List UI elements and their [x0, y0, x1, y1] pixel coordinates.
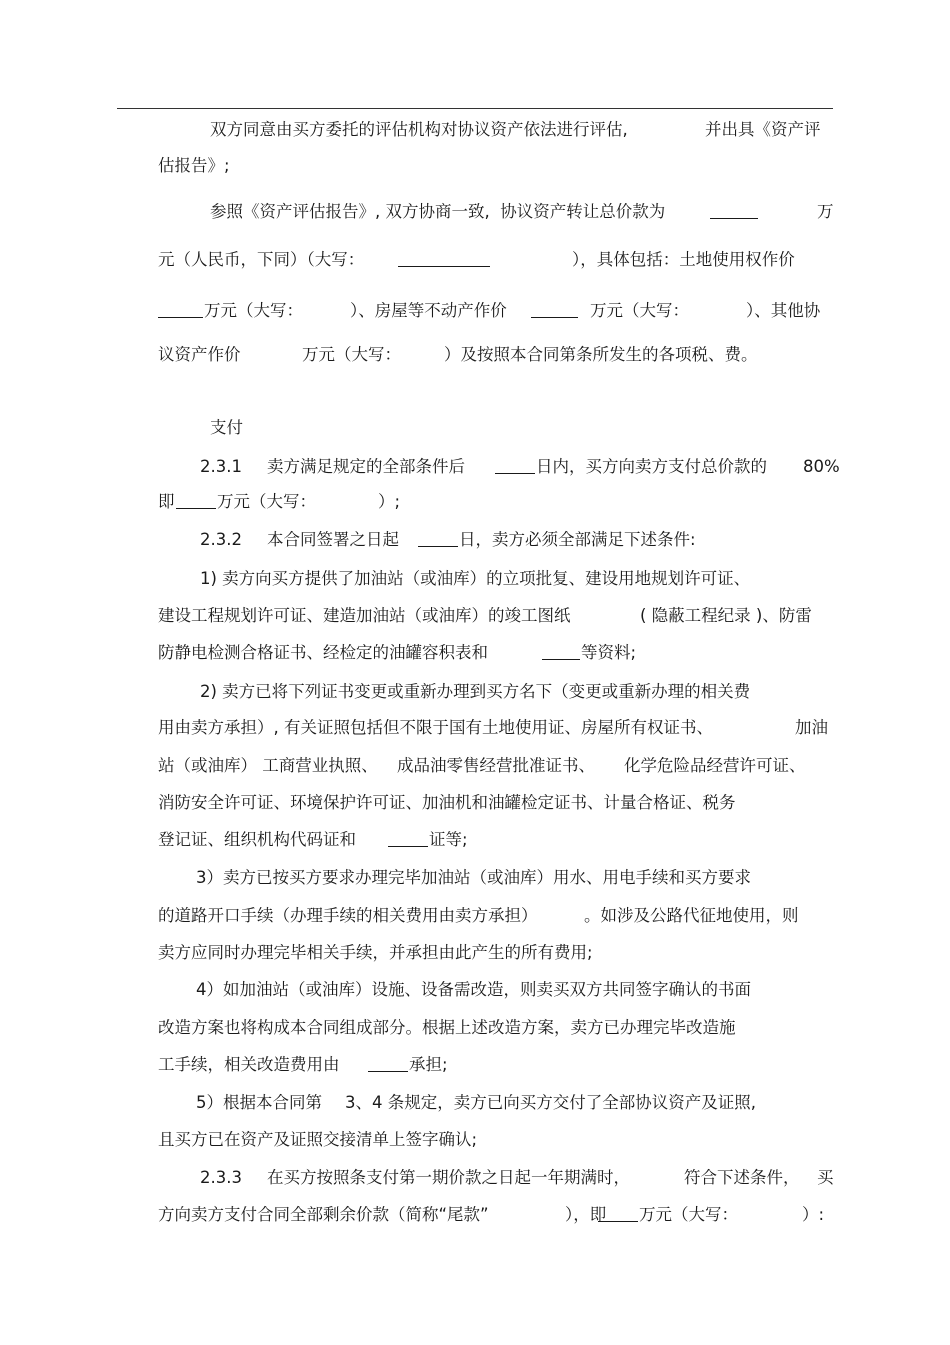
- text: 本合同签署之日起: [267, 530, 399, 549]
- clause-number: [200, 1168, 242, 1188]
- text: 承担;: [409, 1055, 448, 1074]
- text-line: [158, 643, 488, 663]
- text-line: [581, 643, 636, 663]
- text-line: [345, 1093, 756, 1113]
- text: 3、4 条规定，卖方已向买方交付了全部协议资产及证照,: [345, 1093, 756, 1112]
- text: 买: [817, 1168, 834, 1187]
- fill-blank[interactable]: [495, 458, 535, 474]
- text: 符合下述条件，: [684, 1168, 800, 1187]
- text: 2.3.2: [200, 530, 242, 549]
- text-line: [158, 1205, 489, 1225]
- clause-number: [200, 530, 242, 550]
- text: ），即: [565, 1205, 607, 1224]
- text-line: [158, 156, 230, 176]
- text-line: [196, 980, 751, 1000]
- text: 加油: [795, 718, 828, 737]
- text-line: [158, 830, 356, 850]
- text-line: [795, 718, 828, 738]
- text: 建设工程规划许可证、建造加油站（或油库）的竣工图纸: [158, 606, 571, 625]
- text: 参照《资产评估报告》, 双方协商一致, 协议资产转让总价款为: [210, 202, 666, 221]
- text-line: [267, 457, 465, 477]
- text-line: [746, 301, 820, 321]
- fill-blank[interactable]: [176, 493, 216, 509]
- text-line: [204, 301, 303, 321]
- text: 的道路开口手续（办理手续的相关费用由卖方承担）: [158, 906, 538, 925]
- text: 即: [158, 492, 175, 511]
- fill-blank[interactable]: [158, 302, 203, 318]
- text: 万元（大写：: [639, 1205, 738, 1224]
- text: 4）如加油站（或油库）设施、设备需改造，则卖买双方共同签字确认的书面: [196, 980, 751, 999]
- text: 方向卖方支付合同全部剩余价款（简称“尾款”: [158, 1205, 489, 1224]
- fill-blank[interactable]: [598, 1206, 638, 1222]
- text-line: [350, 301, 507, 321]
- text: 80%: [803, 457, 840, 476]
- text: 支付: [210, 418, 243, 437]
- text-line: [590, 301, 689, 321]
- text: 。如涉及公路代征地使用，则: [584, 906, 799, 925]
- text: 卖方应同时办理完毕相关手续，并承担由此产生的所有费用;: [158, 943, 593, 962]
- text: 万元（大写：: [590, 301, 689, 320]
- text: 3）卖方已按买方要求办理完毕加油站（或油库）用水、用电手续和买方要求: [196, 868, 751, 887]
- fill-blank[interactable]: [418, 531, 458, 547]
- text-line: [817, 1168, 834, 1188]
- text-line: [267, 1168, 630, 1188]
- text-line: [158, 345, 241, 365]
- text-line: [640, 606, 812, 626]
- text-line: [817, 202, 834, 222]
- text: 在买方按照条支付第一期价款之日起一年期满时，: [267, 1168, 630, 1187]
- text: 防静电检测合格证书、经检定的油罐容积表和: [158, 643, 488, 662]
- clause-number: [200, 457, 242, 477]
- text-line: [158, 756, 378, 776]
- text-line: [158, 906, 538, 926]
- text-line: [536, 457, 767, 477]
- text: ）;: [378, 492, 401, 511]
- text: 2.3.1: [200, 457, 242, 476]
- text: 证等;: [429, 830, 468, 849]
- text-line: [158, 943, 593, 963]
- text-line: [196, 1093, 322, 1113]
- text-line: [429, 830, 468, 850]
- text: 登记证、组织机构代码证和: [158, 830, 356, 849]
- text-line: [409, 1055, 448, 1075]
- fill-blank[interactable]: [531, 302, 578, 318]
- fill-blank[interactable]: [388, 831, 428, 847]
- text: 2.3.3: [200, 1168, 242, 1187]
- text-line: [158, 793, 736, 813]
- text-line: [803, 457, 840, 477]
- text: 成品油零售经营批准证书、: [397, 756, 595, 775]
- text: 1) 卖方向买方提供了加油站（或油库）的立项批复、建设用地规划许可证、: [200, 569, 751, 588]
- text: 万元（大写：: [204, 301, 303, 320]
- text-line: [210, 120, 628, 140]
- text: 日，卖方必须全部满足下述条件:: [459, 530, 696, 549]
- text: 估报告》;: [158, 156, 230, 175]
- text-line: [572, 250, 795, 270]
- text-line: [624, 756, 806, 776]
- text: 万: [817, 202, 834, 221]
- text-line: [397, 756, 595, 776]
- text: 改造方案也将构成本合同组成部分。根据上述改造方案，卖方已办理完毕改造施: [158, 1018, 736, 1037]
- text: ）及按照本合同第条所发生的各项税、费。: [444, 345, 758, 364]
- text: 消防安全许可证、环境保护许可证、加油机和油罐检定证书、计量合格证、税务: [158, 793, 736, 812]
- text: ( 隐蔽工程纪录 )、防雷: [640, 606, 812, 625]
- text-line: [639, 1205, 738, 1225]
- text: 万元（大写：: [217, 492, 316, 511]
- fill-blank[interactable]: [398, 251, 490, 267]
- text-line: [196, 868, 751, 888]
- text: 议资产作价: [158, 345, 241, 364]
- text-line: [210, 202, 665, 222]
- text: ）:: [802, 1205, 825, 1224]
- text: 工手续，相关改造费用由: [158, 1055, 340, 1074]
- fill-blank[interactable]: [368, 1056, 408, 1072]
- text-line: [158, 250, 364, 270]
- text: 双方同意由买方委托的评估机构对协议资产依法进行评估,: [210, 120, 628, 139]
- text: 站（或油库） 工商营业执照、: [158, 756, 378, 775]
- text-line: [200, 682, 750, 702]
- text-line: [267, 530, 399, 550]
- text: 化学危险品经营许可证、: [624, 756, 806, 775]
- text-line: [302, 345, 401, 365]
- text-line: [158, 606, 571, 626]
- fill-blank[interactable]: [710, 203, 758, 219]
- text-line: [158, 1055, 340, 1075]
- fill-blank[interactable]: [542, 644, 580, 660]
- text: 卖方满足规定的全部条件后: [267, 457, 465, 476]
- text-line: [705, 120, 821, 140]
- text-line: [802, 1205, 824, 1225]
- text-line: [684, 1168, 800, 1188]
- text: 2) 卖方已将下列证书变更或重新办理到买方名下（变更或重新办理的相关费: [200, 682, 751, 701]
- text-line: [158, 492, 175, 512]
- text: 日内，买方向卖方支付总价款的: [536, 457, 767, 476]
- text: 等资料;: [581, 643, 637, 662]
- text: 用由卖方承担）, 有关证照包括但不限于国有土地使用证、房屋所有权证书、: [158, 718, 713, 737]
- text-line: [217, 492, 316, 512]
- text: 元（人民币，下同）（大写：: [158, 250, 365, 269]
- text-line: [158, 1130, 477, 1150]
- text: ）、其他协: [746, 301, 821, 320]
- text-line: [584, 906, 799, 926]
- text: 万元（大写：: [302, 345, 401, 364]
- text-line: [158, 718, 713, 738]
- text: ）、房屋等不动产作价: [350, 301, 507, 320]
- text: ），具体包括：土地使用权作价: [572, 250, 795, 269]
- text-line: [459, 530, 696, 550]
- text: 并出具《资产评: [705, 120, 821, 139]
- text-line: [378, 492, 400, 512]
- text-line: [200, 569, 750, 589]
- text: 且买方已在资产及证照交接清单上签字确认;: [158, 1130, 478, 1149]
- header-rule: [117, 108, 833, 109]
- text-line: [158, 1018, 736, 1038]
- text: 5）根据本合同第: [196, 1093, 322, 1112]
- text-line: [444, 345, 758, 365]
- section-heading: [210, 418, 243, 438]
